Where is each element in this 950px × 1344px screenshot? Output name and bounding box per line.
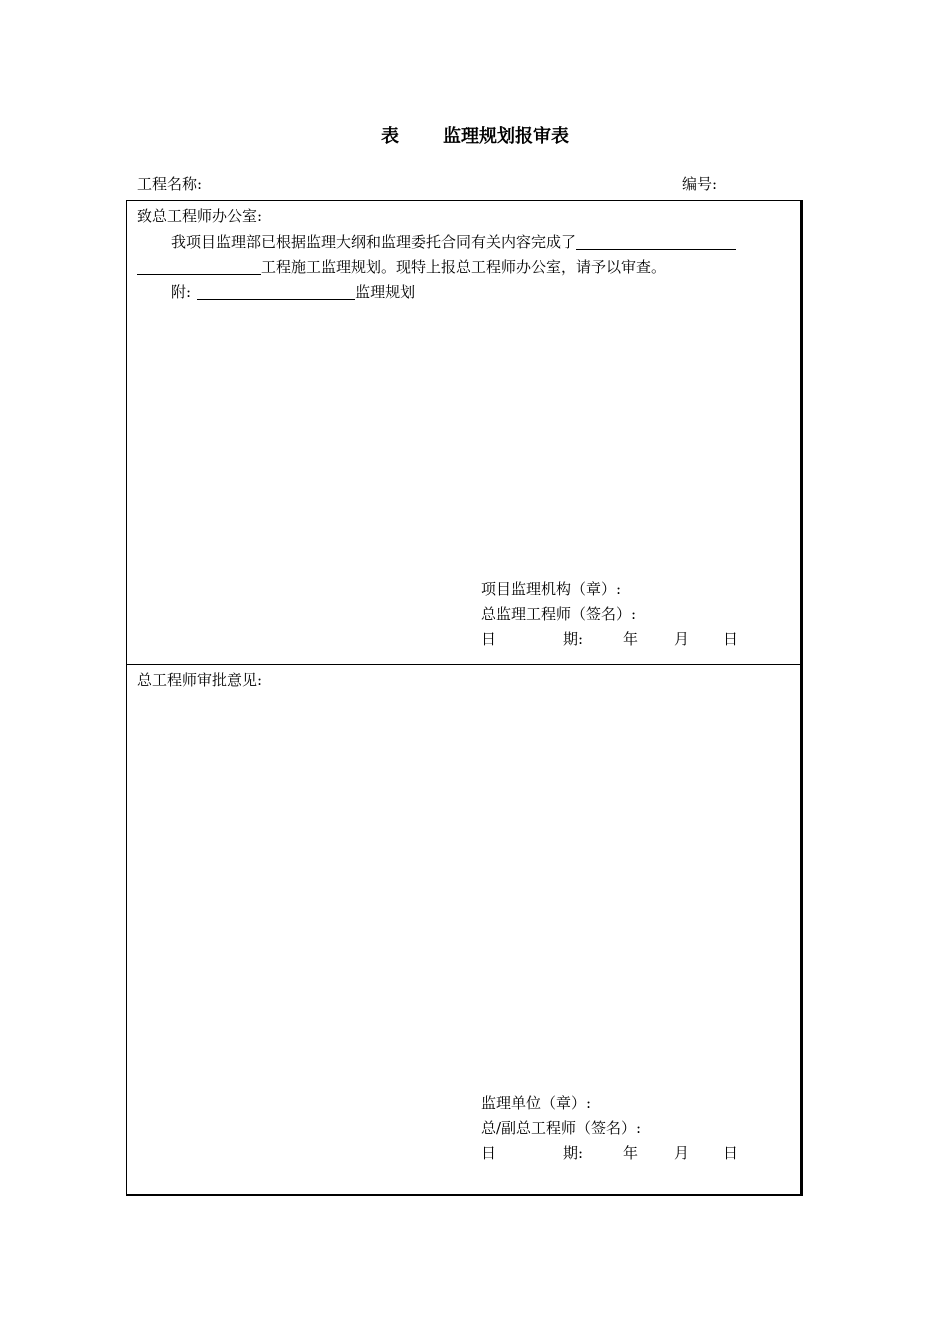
addressee: 致总工程师办公室: (137, 207, 263, 225)
date-year: 年 (623, 630, 639, 648)
date-ri-label: 日 (481, 1144, 497, 1162)
attach-label: 附: (171, 283, 192, 301)
body-line-2-text: 工程施工监理规划。现特上报总工程师办公室，请予以审查。 (261, 258, 667, 276)
date-day: 日 (723, 630, 739, 648)
date-ri-label: 日 (481, 630, 497, 648)
date-qi-label: 期: (563, 630, 584, 648)
date-row-1 (481, 628, 781, 648)
plan-name-blank[interactable] (576, 233, 736, 250)
sign-org-2: 监理单位（章）: (481, 1094, 592, 1112)
attachment-blank[interactable] (197, 283, 355, 300)
date-month: 月 (674, 1144, 690, 1162)
date-qi-label: 期: (563, 1144, 584, 1162)
page-title (0, 122, 950, 148)
section-divider (127, 664, 800, 665)
form-table (126, 200, 803, 1196)
sign-org-1: 项目监理机构（章）: (481, 580, 622, 598)
title-name: 监理规划报审表 (443, 126, 569, 147)
body-line-1-text: 我项目监理部已根据监理大纲和监理委托合同有关内容完成了 (171, 233, 577, 251)
date-month: 月 (674, 630, 690, 648)
sign-person-2: 总/副总工程师（签名）: (481, 1119, 642, 1137)
body-line-1 (171, 231, 736, 252)
attachment-line (171, 281, 415, 302)
project-name-label: 工程名称: (137, 175, 203, 193)
project-blank[interactable] (137, 258, 261, 275)
date-row-2 (481, 1142, 781, 1162)
body-line-2 (137, 256, 666, 277)
number-label: 编号: (682, 175, 718, 193)
sign-person-1: 总监理工程师（签名）: (481, 605, 637, 623)
date-day: 日 (723, 1144, 739, 1162)
date-year: 年 (623, 1144, 639, 1162)
attach-suffix: 监理规划 (355, 283, 416, 301)
approval-heading: 总工程师审批意见: (137, 671, 263, 689)
title-prefix: 表 (381, 126, 399, 147)
